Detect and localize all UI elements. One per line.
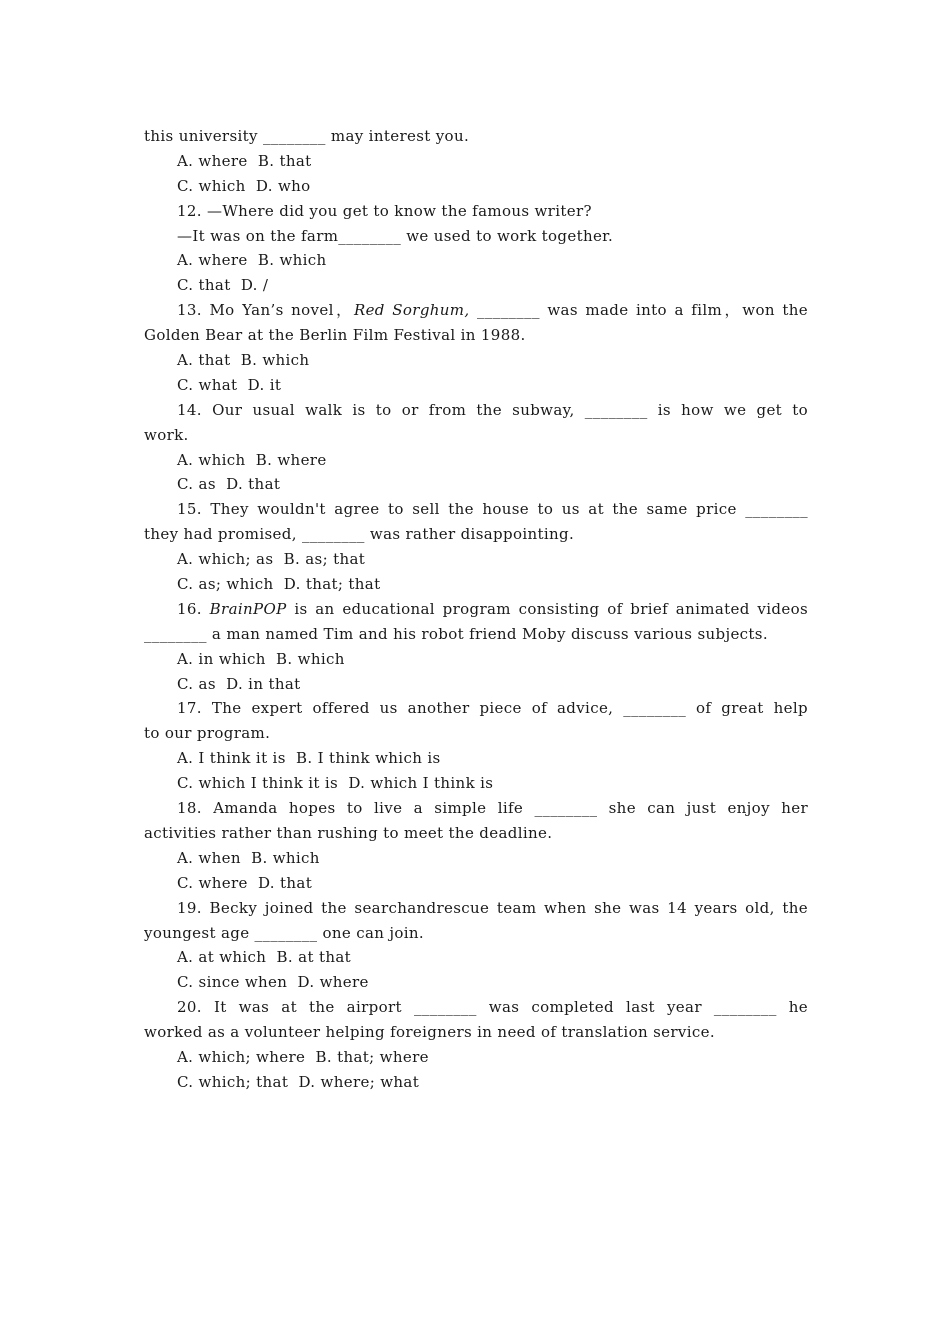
question-19-options-cd: C. since when D. where	[177, 973, 369, 992]
question-13-title: Red Sorghum,	[353, 301, 470, 320]
question-20-stem: 20. It was at the airport ________ was completed last year ________ he	[177, 998, 808, 1017]
question-20-options-cd: C. which; that D. where; what	[177, 1072, 420, 1091]
question-14-options-ab: A. which B. where	[177, 450, 327, 469]
question-16-program-name: BrainPOP	[209, 599, 287, 618]
question-18-options-ab: A. when B. which	[177, 848, 320, 867]
question-13-lead: 13. Mo Yan’s novel，	[177, 301, 354, 320]
question-17-stem: 17. The expert offered us another piece of advice, ________ of great help	[177, 699, 808, 718]
question-16-options-ab: A. in which B. which	[177, 649, 345, 668]
question-13-rest: ________ was made into a film，won the	[469, 301, 808, 320]
question-13-options-ab: A. that B. which	[177, 351, 310, 370]
question-17-options-ab: A. I think it is B. I think which is	[177, 749, 441, 768]
question-13-stem-continued: Golden Bear at the Berlin Film Festival in 1988.	[144, 326, 526, 345]
question-13-options-cd: C. what D. it	[177, 375, 282, 394]
question-14-options-cd: C. as D. that	[177, 475, 281, 494]
question-12-reply: —It was on the farm________ we used to work together.	[177, 226, 614, 245]
question-19-options-ab: A. at which B. at that	[177, 948, 352, 967]
question-19-stem-continued: youngest age ________ one can join.	[144, 923, 425, 942]
question-20-options-ab: A. which; where B. that; where	[177, 1047, 429, 1066]
question-19-stem: 19. Becky joined the searchandrescue team when she was 14 years old, the	[177, 898, 808, 917]
question-20-stem-continued: worked as a volunteer helping foreigners in need of translation service.	[144, 1023, 715, 1042]
question-13-stem	[144, 298, 808, 323]
question-16-rest: is an educational program consisting of brief animated videos	[286, 599, 808, 618]
question-11-options-cd: C. which D. who	[177, 176, 311, 195]
question-18-options-cd: C. where D. that	[177, 873, 313, 892]
question-15-stem: 15. They wouldn't agree to sell the house to us at the same price ________	[177, 500, 808, 519]
question-16-options-cd: C. as D. in that	[177, 674, 301, 693]
question-12-stem: 12. —Where did you get to know the famous writer?	[177, 201, 592, 220]
question-15-options-ab: A. which; as B. as; that	[177, 550, 366, 569]
question-14-stem: 14. Our usual walk is to or from the subway, ________ is how we get to	[177, 400, 808, 419]
question-12-options-cd: C. that D. /	[177, 276, 269, 295]
question-16-stem-continued: ________ a man named Tim and his robot friend Moby discuss various subjects.	[144, 624, 768, 643]
question-18-stem: 18. Amanda hopes to live a simple life ________ she can just enjoy her	[177, 799, 808, 818]
question-16-stem	[144, 597, 808, 622]
question-11-stem-continued: this university ________ may interest you.	[144, 127, 470, 145]
question-12-options-ab: A. where B. which	[177, 251, 327, 270]
question-11-options-ab: A. where B. that	[177, 151, 312, 170]
question-15-options-cd: C. as; which D. that; that	[177, 575, 381, 594]
question-15-stem-continued: they had promised, ________ was rather disappointing.	[144, 525, 575, 544]
question-14-stem-continued: work.	[144, 425, 189, 444]
question-17-stem-continued: to our program.	[144, 724, 271, 743]
document-page	[144, 124, 808, 1095]
question-18-stem-continued: activities rather than rushing to meet the deadline.	[144, 823, 553, 842]
question-16-number: 16.	[177, 599, 210, 618]
question-17-options-cd: C. which I think it is D. which I think is	[177, 774, 494, 793]
